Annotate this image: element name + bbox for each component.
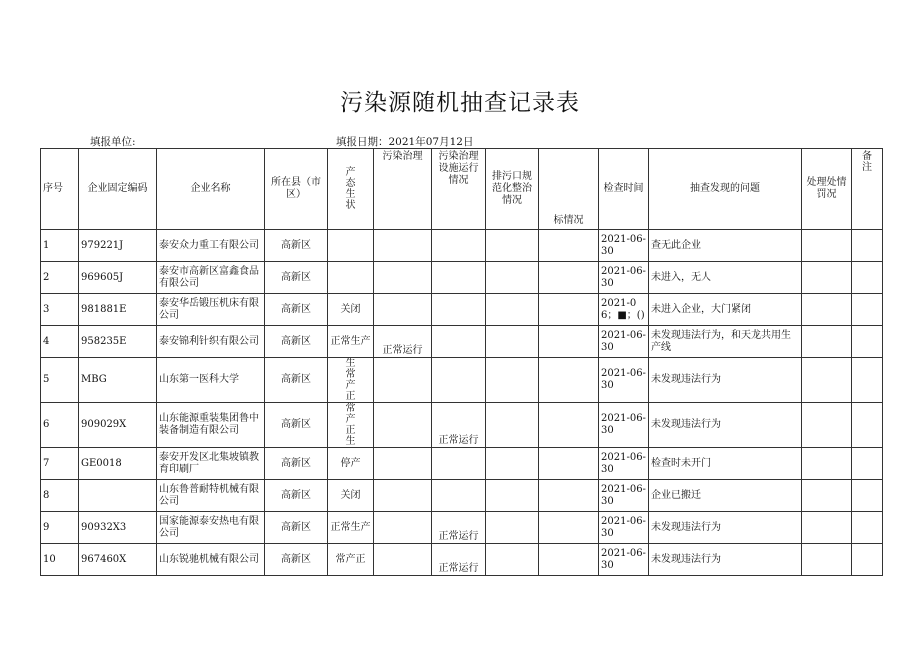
- cell-seq: 3: [41, 294, 79, 326]
- cell-check-time: 2021-06-30: [599, 480, 649, 512]
- cell-code: 967460X: [79, 544, 157, 576]
- cell-remark: [852, 512, 883, 544]
- table-header-row: [41, 149, 883, 230]
- header-remark: [852, 149, 883, 230]
- cell-code: 981881E: [79, 294, 157, 326]
- table-row: [41, 294, 883, 326]
- cell-standard: [539, 403, 599, 448]
- cell-facility: 正常运行: [432, 512, 486, 544]
- table-row: [41, 230, 883, 262]
- cell-facility: [432, 448, 486, 480]
- header-code: 企业固定编码: [79, 149, 157, 230]
- cell-seq: 1: [41, 230, 79, 262]
- cell-facility: 正常运行: [432, 403, 486, 448]
- cell-code: 979221J: [79, 230, 157, 262]
- cell-company-name: 山东能源重装集团鲁中装备制造有限公司: [157, 403, 265, 448]
- cell-code: [79, 480, 157, 512]
- cell-county: 高新区: [265, 326, 328, 358]
- cell-penalty: [802, 326, 852, 358]
- header-treatment: 污染治理: [374, 149, 432, 230]
- cell-company-name: 泰安锦利针织有限公司: [157, 326, 265, 358]
- cell-problem: 未发现违法行为: [649, 544, 802, 576]
- cell-penalty: [802, 294, 852, 326]
- cell-problem: 查无此企业: [649, 230, 802, 262]
- cell-production-status: 关闭: [328, 480, 374, 512]
- cell-check-time: 2021-06-30: [599, 448, 649, 480]
- cell-problem: 检查时未开门: [649, 448, 802, 480]
- cell-county: 高新区: [265, 358, 328, 403]
- cell-production-status: [328, 262, 374, 294]
- cell-production-status: 停产: [328, 448, 374, 480]
- cell-facility: [432, 480, 486, 512]
- header-seq: 序号: [41, 149, 79, 230]
- cell-penalty: [802, 358, 852, 403]
- cell-outlet: [486, 448, 539, 480]
- page-title: 污染源随机抽查记录表: [340, 90, 580, 116]
- cell-production-status-text: 常产正生: [345, 403, 356, 447]
- cell-seq: 6: [41, 403, 79, 448]
- cell-check-time: 2021-06；■；(): [599, 294, 649, 326]
- cell-penalty: [802, 262, 852, 294]
- cell-outlet: [486, 358, 539, 403]
- cell-county: 高新区: [265, 512, 328, 544]
- header-check-time: 检查时间: [599, 149, 649, 230]
- cell-remark: [852, 544, 883, 576]
- cell-treatment: 正常运行: [374, 326, 432, 358]
- cell-production-status: [328, 403, 374, 448]
- cell-treatment: [374, 230, 432, 262]
- cell-production-status: [328, 230, 374, 262]
- cell-remark: [852, 480, 883, 512]
- cell-production-status: 正常生产: [328, 512, 374, 544]
- cell-problem: 未发现违法行为: [649, 403, 802, 448]
- cell-standard: [539, 230, 599, 262]
- cell-remark: [852, 230, 883, 262]
- cell-company-name: 山东第一医科大学: [157, 358, 265, 403]
- cell-code: MBG: [79, 358, 157, 403]
- cell-treatment: [374, 480, 432, 512]
- table-row: [41, 326, 883, 358]
- cell-facility: [432, 358, 486, 403]
- cell-outlet: [486, 230, 539, 262]
- cell-check-time: 2021-06-30: [599, 403, 649, 448]
- cell-code: 909029X: [79, 403, 157, 448]
- cell-county: 高新区: [265, 448, 328, 480]
- cell-penalty: [802, 544, 852, 576]
- cell-standard: [539, 326, 599, 358]
- header-penalty: 处理处情罚况: [802, 149, 852, 230]
- cell-problem: 未发现违法行为: [649, 358, 802, 403]
- inspection-record-table: [40, 148, 883, 576]
- cell-seq: 10: [41, 544, 79, 576]
- header-standard: 标情况: [539, 149, 599, 230]
- cell-company-name: 山东锐驰机械有限公司: [157, 544, 265, 576]
- header-county: 所在县（市区）: [265, 149, 328, 230]
- cell-remark: [852, 448, 883, 480]
- cell-treatment: [374, 358, 432, 403]
- cell-facility: [432, 230, 486, 262]
- cell-county: 高新区: [265, 262, 328, 294]
- cell-remark: [852, 326, 883, 358]
- table-row: [41, 403, 883, 448]
- fill-date-label: 填报日期：2021年07月12日: [336, 136, 474, 148]
- cell-check-time: 2021-06-30: [599, 326, 649, 358]
- cell-company-name: 泰安开发区北集坡镇教育印刷厂: [157, 448, 265, 480]
- cell-problem: 未发现违法行为: [649, 512, 802, 544]
- cell-standard: [539, 448, 599, 480]
- cell-county: 高新区: [265, 294, 328, 326]
- table-row: [41, 358, 883, 403]
- cell-company-name: 泰安市高新区富鑫食品有限公司: [157, 262, 265, 294]
- cell-standard: [539, 294, 599, 326]
- cell-seq: 4: [41, 326, 79, 358]
- header-facility: 污染治理设施运行情况: [432, 149, 486, 230]
- cell-problem: 企业已搬迁: [649, 480, 802, 512]
- cell-penalty: [802, 448, 852, 480]
- cell-outlet: [486, 512, 539, 544]
- cell-outlet: [486, 403, 539, 448]
- cell-company-name: 泰安众力重工有限公司: [157, 230, 265, 262]
- cell-check-time: 2021-06-30: [599, 262, 649, 294]
- cell-standard: [539, 262, 599, 294]
- cell-standard: [539, 544, 599, 576]
- header-outlet: 排污口规范化整治情况: [486, 149, 539, 230]
- cell-check-time: 2021-06-30: [599, 230, 649, 262]
- cell-problem: 未进入企业，大门紧闭: [649, 294, 802, 326]
- cell-remark: [852, 403, 883, 448]
- cell-treatment: [374, 448, 432, 480]
- cell-treatment: [374, 403, 432, 448]
- cell-facility: 正常运行: [432, 544, 486, 576]
- cell-outlet: [486, 326, 539, 358]
- header-production-status: [328, 149, 374, 230]
- table-row: [41, 480, 883, 512]
- cell-seq: 8: [41, 480, 79, 512]
- cell-check-time: 2021-06-30: [599, 358, 649, 403]
- cell-county: 高新区: [265, 230, 328, 262]
- table-row: [41, 512, 883, 544]
- cell-production-status-text: 生常产正: [345, 358, 356, 402]
- cell-penalty: [802, 230, 852, 262]
- cell-remark: [852, 358, 883, 403]
- cell-code: 958235E: [79, 326, 157, 358]
- cell-code: 90932X3: [79, 512, 157, 544]
- header-problems: 抽查发现的问题: [649, 149, 802, 230]
- cell-treatment: [374, 512, 432, 544]
- fill-unit-label: 填报单位:: [90, 136, 136, 148]
- cell-production-status: 常产正: [328, 544, 374, 576]
- cell-seq: 5: [41, 358, 79, 403]
- header-name: 企业名称: [157, 149, 265, 230]
- cell-check-time: 2021-06-30: [599, 544, 649, 576]
- cell-company-name: 山东鲁普耐特机械有限公司: [157, 480, 265, 512]
- cell-facility: [432, 294, 486, 326]
- cell-company-name: 泰安华岳锻压机床有限公司: [157, 294, 265, 326]
- cell-outlet: [486, 544, 539, 576]
- cell-problem: 未进入，无人: [649, 262, 802, 294]
- cell-code: 969605J: [79, 262, 157, 294]
- cell-standard: [539, 512, 599, 544]
- cell-facility: [432, 326, 486, 358]
- cell-check-time: 2021-06-30: [599, 512, 649, 544]
- cell-seq: 7: [41, 448, 79, 480]
- cell-county: 高新区: [265, 403, 328, 448]
- cell-treatment: [374, 262, 432, 294]
- cell-outlet: [486, 262, 539, 294]
- cell-production-status: [328, 358, 374, 403]
- cell-seq: 9: [41, 512, 79, 544]
- cell-facility: [432, 262, 486, 294]
- cell-production-status: 正常生产: [328, 326, 374, 358]
- cell-standard: [539, 358, 599, 403]
- cell-county: 高新区: [265, 544, 328, 576]
- table-row: [41, 262, 883, 294]
- cell-treatment: [374, 294, 432, 326]
- header-production-status-text: 产态生状: [345, 167, 356, 211]
- cell-outlet: [486, 480, 539, 512]
- cell-penalty: [802, 403, 852, 448]
- table-row: [41, 544, 883, 576]
- cell-production-status: 关闭: [328, 294, 374, 326]
- cell-problem: 未发现违法行为，和天龙共用生产线: [649, 326, 802, 358]
- cell-remark: [852, 262, 883, 294]
- cell-code: GE0018: [79, 448, 157, 480]
- cell-county: 高新区: [265, 480, 328, 512]
- cell-penalty: [802, 480, 852, 512]
- header-remark-text: 备注: [862, 151, 872, 173]
- cell-company-name: 国家能源泰安热电有限公司: [157, 512, 265, 544]
- cell-penalty: [802, 512, 852, 544]
- table-row: [41, 448, 883, 480]
- cell-outlet: [486, 294, 539, 326]
- cell-standard: [539, 480, 599, 512]
- cell-treatment: [374, 544, 432, 576]
- cell-remark: [852, 294, 883, 326]
- cell-seq: 2: [41, 262, 79, 294]
